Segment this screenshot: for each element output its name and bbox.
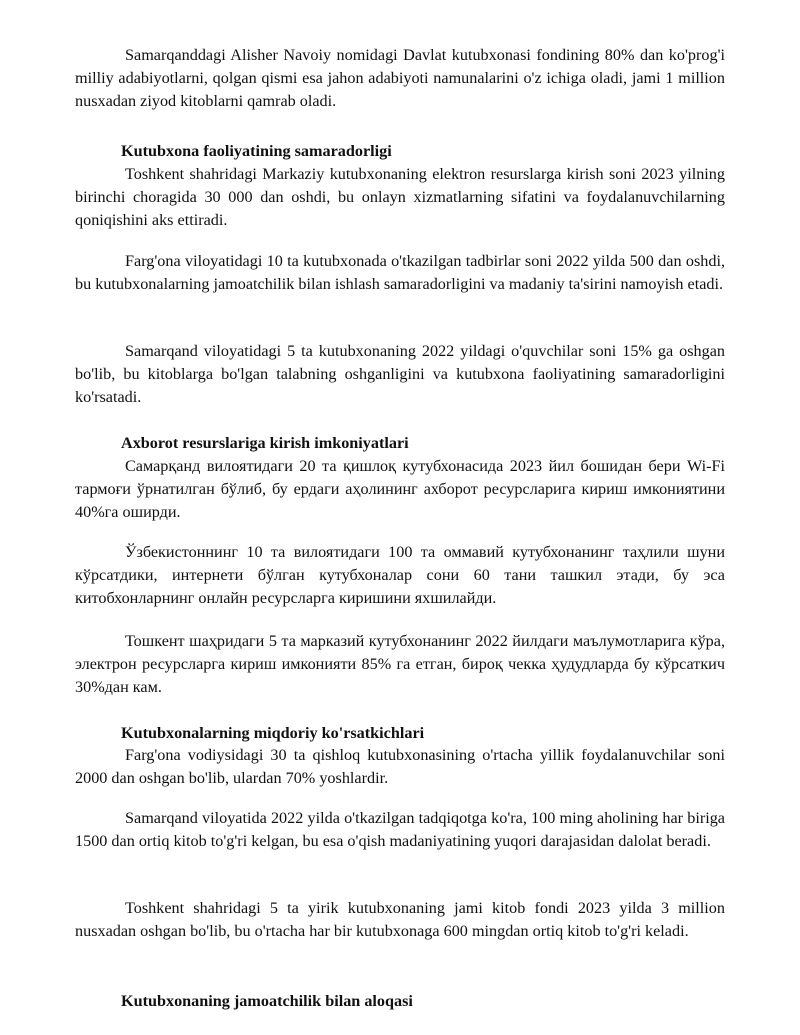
paragraph-books-per-capita: Samarqand viloyatida 2022 yilda o'tkazilgan tadqiqotga ko'ra, 100 ming aholining har biriga 1500 dan ortiq kitob to'g'ri kelgan, bu esa o'qish madaniyatining yuqori darajasidan dalolat beradi.	[75, 809, 725, 850]
paragraph-readers-growth: Samarqand viloyatidagi 5 ta kutubxonaning 2022 yildagi o'quvchilar soni 15% ga oshgan bo'lib, bu kitoblarga bo'lgan talabning oshganligini va kutubxona faoliyatining samaradorligini ko'rsatadi.	[75, 342, 725, 406]
paragraph-events-count: Farg'ona viloyatidagi 10 ta kutubxonada o'tkazilgan tadbirlar soni 2022 yilda 500 dan oshdi, bu kutubxonalarning jamoatchilik bilan ishlash samaradorligini va madaniy ta'sirini namoyish etadi.	[75, 252, 725, 293]
paragraph-total-fund: Toshkent shahridagi 5 ta yirik kutubxonaning jami kitob fondi 2023 yilda 3 million nusxadan oshgan bo'lib, bu o'rtacha har bir kutubxonaga 600 mingdan ortiq kitob to'g'ri keladi.	[75, 899, 725, 940]
paragraph-wifi-villages: Самарқанд вилоятидаги 20 та қишлоқ кутубхонасида 2023 йил бошидан бери Wi-Fi тармоғи ўрнатилган бўлиб, бу ердаги аҳолининг ахборот ресурсларига кириш имкониятини 40%га оширди.	[75, 457, 725, 521]
heading-public-relations: Kutubxonaning jamoatchilik bilan aloqasi	[121, 992, 413, 1010]
heading-library-efficiency: Kutubxona faoliyatining samaradorligi	[121, 142, 392, 160]
paragraph-internet-libraries: Ўзбекистоннинг 10 та вилоятидаги 100 та оммавий кутубхонанинг таҳлили шуни кўрсатдики, интернети бўлган кутубхоналар сони 60 тани ташкил этади, бу эса китобхонларнинг онлайн ресурсларга киришини яхшилайди.	[75, 543, 725, 607]
paragraph-electronic-access: Toshkent shahridagi Markaziy kutubxonaning elektron resurslarga kirish soni 2023 yilning birinchi choragida 30 000 dan oshdi, bu onlayn xizmatlarning sifatini va foydalanuvchilarning qoniqishini aks ettiradi.	[75, 165, 725, 229]
heading-information-access: Axborot resurslariga kirish imkoniyatlari	[121, 434, 409, 452]
paragraph-fergana-users: Farg'ona vodiysidagi 30 ta qishloq kutubxonasining o'rtacha yillik foydalanuvchilar soni 2000 dan oshgan bo'lib, ulardan 70% yoshlardir.	[75, 746, 725, 787]
heading-quantitative-indicators: Kutubxonalarning miqdoriy ko'rsatkichlari	[121, 724, 425, 742]
paragraph-tashkent-access: Тошкент шаҳридаги 5 та марказий кутубхонанинг 2022 йилдаги маълумотларига кўра, электрон ресурсларга кириш имконияти 85% га етган, бироқ чекка ҳудудларда бу кўрсаткич 30%дан кам.	[75, 632, 725, 696]
paragraph-fund-composition: Samarqanddagi Alisher Navoiy nomidagi Davlat kutubxonasi fondining 80% dan ko'prog'i milliy adabiyotlarni, qolgan qismi esa jahon adabiyoti namunalarini o'z ichiga oladi, jami 1 million nusxadan ziyod kitoblarni qamrab oladi.	[75, 46, 725, 110]
